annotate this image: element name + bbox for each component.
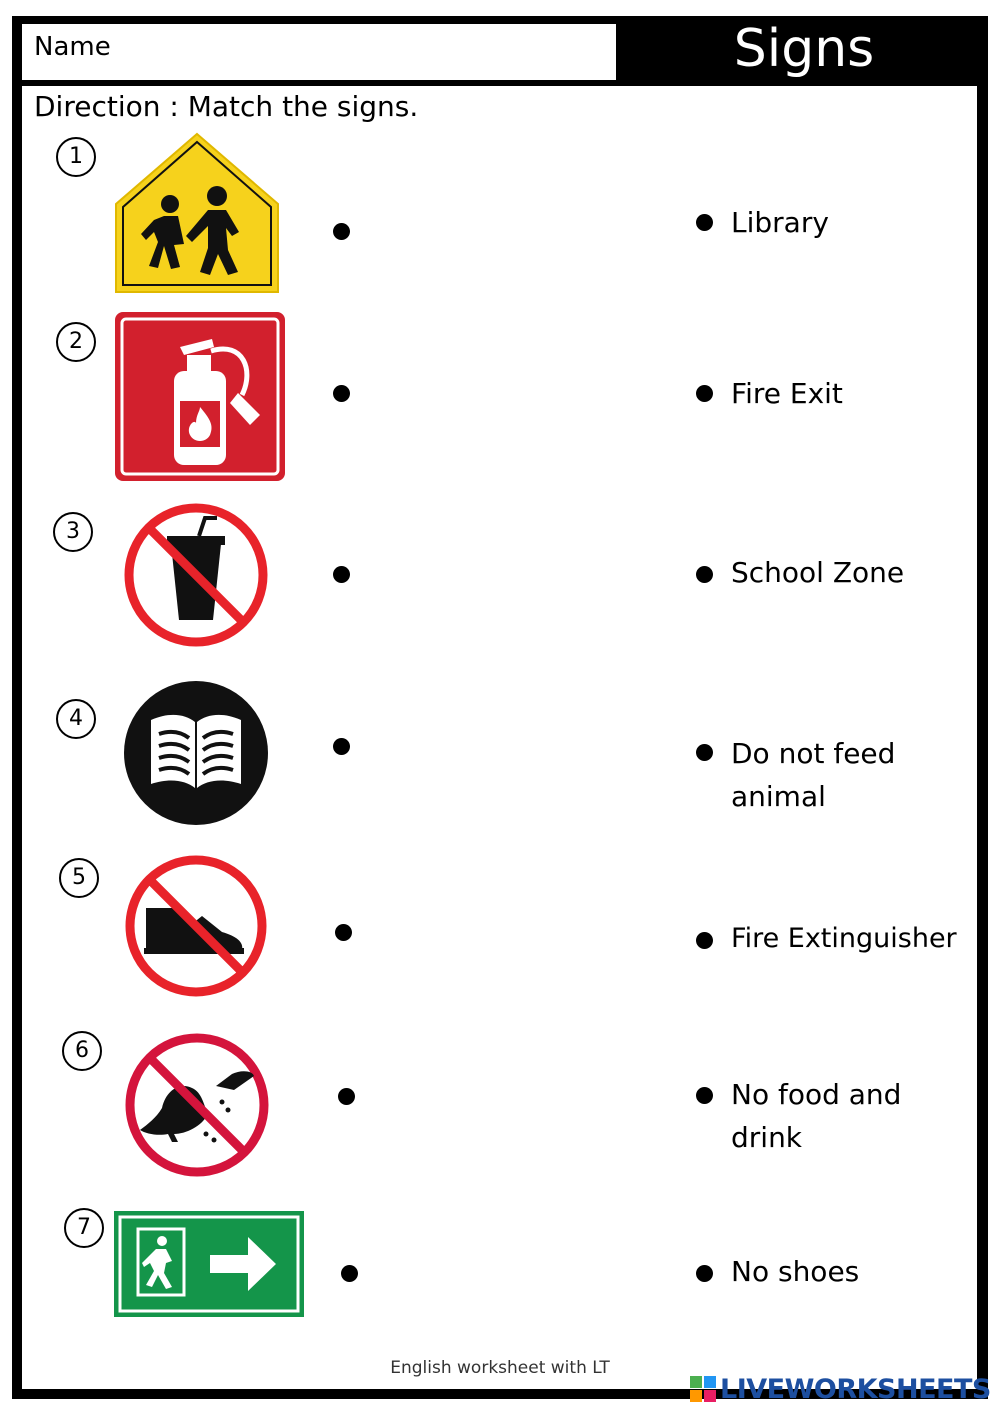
fire-extinguisher-sign-icon (114, 311, 286, 482)
footer-credit: English worksheet with LT (390, 1358, 610, 1378)
name-label: Name (34, 32, 111, 62)
right-match-dot-1[interactable] (696, 214, 713, 231)
page-title: Signs (733, 19, 875, 79)
right-match-dot-3[interactable] (696, 566, 713, 583)
item-number-1: 1 (56, 137, 96, 177)
brand-name: LIVEWORKSHEETS (720, 1373, 991, 1405)
left-match-dot-4[interactable] (333, 738, 350, 755)
item-number-7: 7 (64, 1208, 104, 1248)
right-match-dot-6[interactable] (696, 1087, 713, 1104)
left-match-dot-1[interactable] (333, 223, 350, 240)
item-number-3: 3 (53, 512, 93, 552)
item-number-6: 6 (62, 1031, 102, 1071)
answer-label-2: Fire Exit (731, 377, 843, 410)
no-shoes-sign-icon (122, 852, 270, 1000)
left-match-dot-7[interactable] (341, 1265, 358, 1282)
left-match-dot-2[interactable] (333, 385, 350, 402)
liveworksheets-logo-icon (690, 1376, 716, 1402)
item-number-5: 5 (59, 858, 99, 898)
right-match-dot-4[interactable] (696, 744, 713, 761)
direction-text: Direction : Match the signs. (34, 90, 419, 123)
answer-label-5: Fire Extinguisher (731, 923, 957, 954)
name-field[interactable] (22, 24, 616, 80)
answer-label-6: No food and drink (731, 1078, 902, 1154)
answer-label-4: Do not feed animal (731, 737, 896, 813)
right-match-dot-5[interactable] (696, 932, 713, 949)
answer-label-3: School Zone (731, 556, 905, 589)
answer-label-7: No shoes (731, 1255, 860, 1288)
right-match-dot-7[interactable] (696, 1265, 713, 1282)
answer-label-1: Library (731, 206, 829, 239)
school-zone-sign-icon (114, 132, 280, 294)
left-match-dot-6[interactable] (338, 1088, 355, 1105)
left-match-dot-3[interactable] (333, 566, 350, 583)
left-match-dot-5[interactable] (335, 924, 352, 941)
item-number-4: 4 (56, 699, 96, 739)
right-match-dot-2[interactable] (696, 385, 713, 402)
no-food-and-drink-sign-icon (121, 500, 271, 650)
library-book-sign-icon (123, 680, 269, 826)
fire-exit-sign-icon (114, 1211, 304, 1317)
do-not-feed-animal-sign-icon (122, 1030, 272, 1180)
item-number-2: 2 (56, 322, 96, 362)
liveworksheets-logo (690, 1374, 991, 1404)
